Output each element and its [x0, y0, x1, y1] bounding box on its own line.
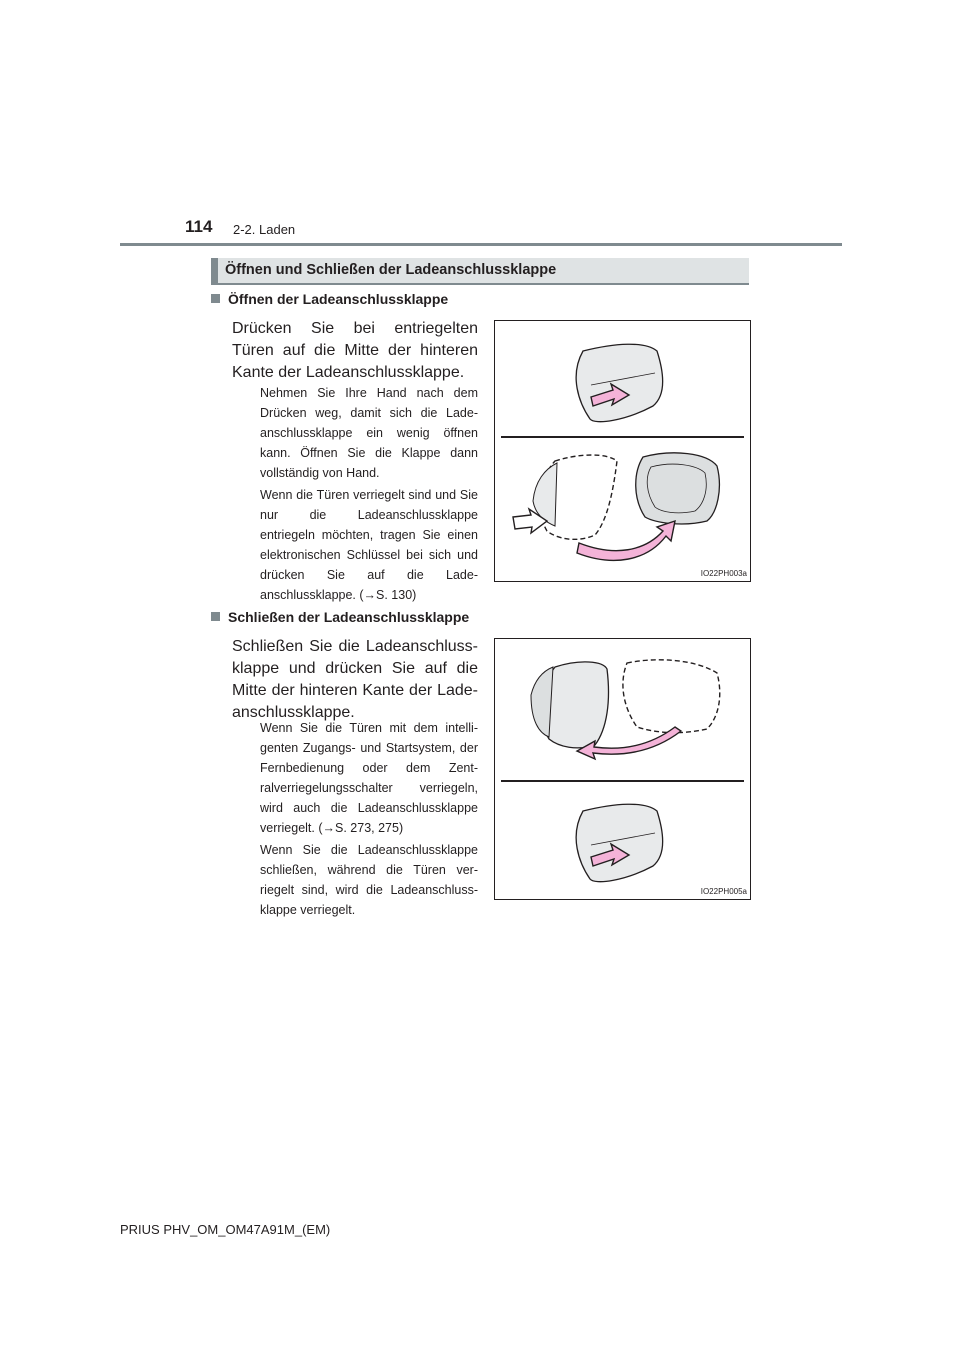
- section-title-bar: [211, 258, 749, 285]
- close-figure-code: IO22PH005a: [700, 887, 747, 896]
- open-figure-code: IO22PH003a: [700, 569, 747, 578]
- square-bullet-icon: [211, 294, 220, 303]
- figure-divider: [501, 780, 744, 782]
- close-note-1: Wenn Sie die Türen mit dem intelli-genten Zugangs- und Startsystem, der Fernbedienung oder dem Zent-ralverriegelungsschalter verriegeln, wird auch die Ladeanschlussklappe verriegelt. (→S. 273, 275): [260, 721, 478, 835]
- open-heading: [211, 291, 448, 307]
- page-number: 114: [185, 217, 213, 236]
- open-illustration: [495, 321, 750, 581]
- close-note-2: Wenn Sie die Ladeanschlussklappe schließen, während die Türen ver-riegelt sind, wird die Ladeanschluss-klappe verriegelt.: [260, 843, 478, 917]
- figure-divider: [501, 436, 744, 438]
- open-figure: [494, 320, 751, 582]
- open-note-2: Wenn die Türen verriegelt sind und Sie nur die Ladeanschlussklappe entriegeln möchten, tragen Sie einen elektronischen Schlüssel bei sich und drücken Sie auf die Lade-anschlussklappe. (→S. 130): [260, 488, 478, 602]
- section-title: Öffnen und Schließen der Ladeanschlussklappe: [225, 262, 557, 278]
- close-figure: [494, 638, 751, 900]
- open-heading-text: Öffnen der Ladeanschlussklappe: [228, 291, 449, 307]
- open-motion-arrow-icon: [577, 521, 675, 560]
- square-bullet-icon: [211, 612, 220, 621]
- close-heading-text: Schließen der Ladeanschlussklappe: [228, 609, 470, 625]
- open-body: Drücken Sie bei entriegelten Türen auf die Mitte der hinteren Kante der Ladeanschlussklappe.: [232, 320, 478, 381]
- section-accent: [211, 258, 218, 283]
- open-note-1: Nehmen Sie Ihre Hand nach dem Drücken weg, damit sich die Lade-anschlussklappe ein wenig öffnen kann. Öffnen Sie die Klappe dann vollständig von Hand.: [260, 386, 478, 480]
- chapter-breadcrumb: 2-2. Laden: [233, 222, 296, 237]
- close-heading: [211, 609, 469, 625]
- footer-doc-id: PRIUS PHV_OM_OM47A91M_(EM): [120, 1222, 331, 1237]
- header-rule: [120, 243, 842, 246]
- close-illustration: [495, 639, 750, 899]
- close-body: Schließen Sie die Ladeanschluss-klappe und drücken Sie auf die Mitte der hinteren Kante der Lade-anschlussklappe.: [232, 638, 478, 721]
